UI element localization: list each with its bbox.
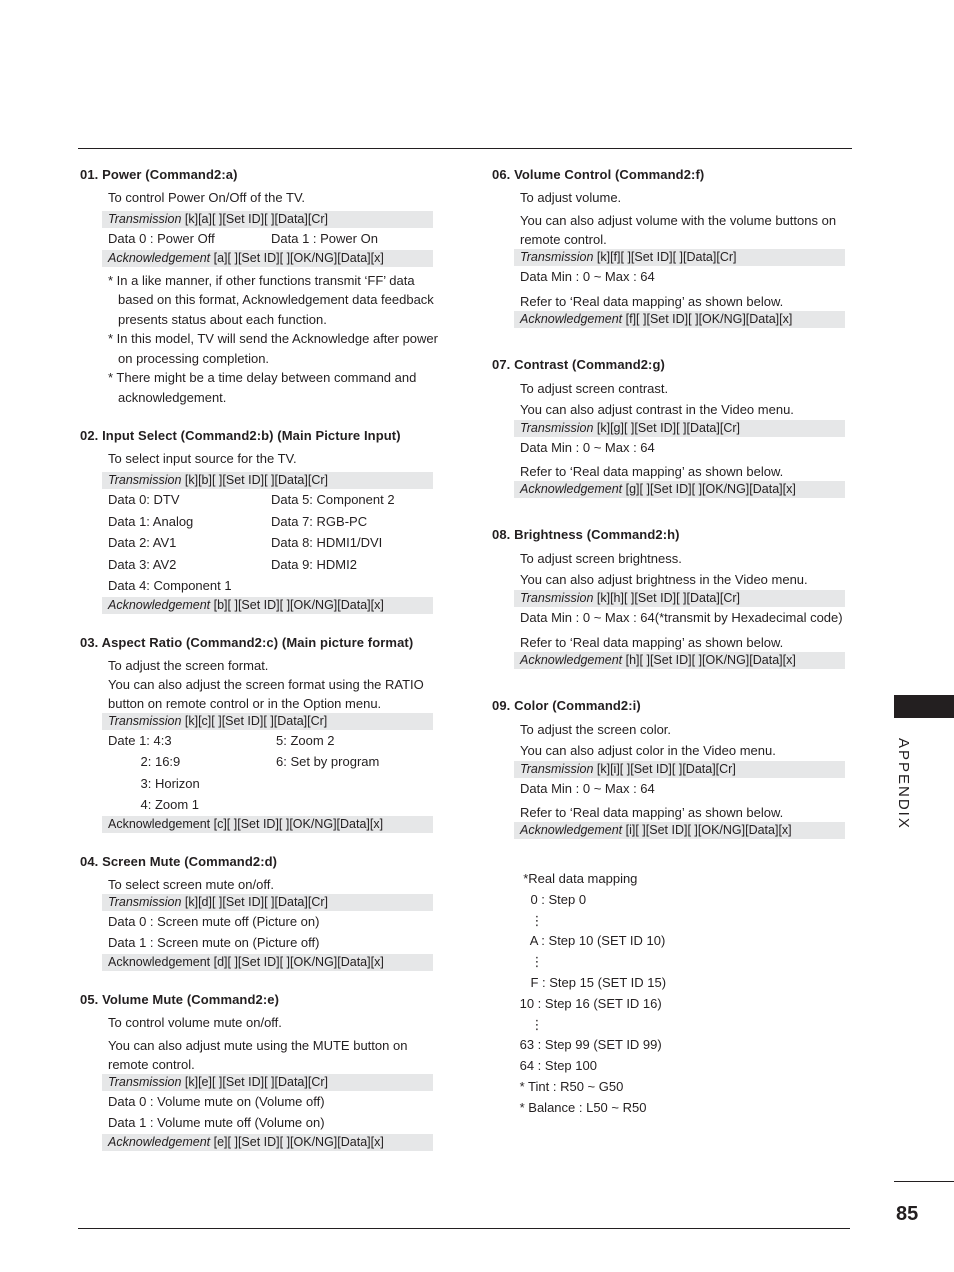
section-01-transmission: Transmission [k][a][ ][Set ID][ ][Data][Cr] [102,211,433,228]
section-05-acknowledgement: Acknowledgement [e][ ][Set ID][ ][OK/NG][Data][x] [102,1134,433,1151]
section-05-transmission: Transmission [k][e][ ][Set ID][ ][Data][Cr] [102,1074,433,1091]
section-01-acknowledgement: Acknowledgement [a][ ][Set ID][ ][OK/NG][Data][x] [102,250,433,267]
section-06-range: Data Min : 0 ~ Max : 64 [520,269,655,284]
appendix-label: APPENDIX [895,738,912,830]
section-03-desc: To adjust the screen format. [108,657,269,673]
section-06-desc-2: You can also adjust volume with the volume buttons on remote control. [520,213,837,247]
section-07-desc-2: You can also adjust contrast in the Video menu. [520,401,794,417]
section-05-desc: To control volume mute on/off. [108,1014,282,1030]
section-03-data-row: 3: Horizon [108,775,200,791]
section-09-transmission: Transmission [k][i][ ][Set ID][ ][Data][Cr] [514,761,845,778]
section-04-transmission: Transmission [k][d][ ][Set ID][ ][Data][Cr] [102,894,433,911]
section-02-acknowledgement: Acknowledgement [b][ ][Set ID][ ][OK/NG][Data][x] [102,597,433,614]
section-01-heading: 01. Power (Command2:a) [80,167,238,182]
bottom-rule [78,1228,850,1229]
mapping-line: F : Step 15 (SET ID 15) [516,974,667,990]
section-07-transmission: Transmission [k][g][ ][Set ID][ ][Data][Cr] [514,420,845,437]
section-02-desc: To select input source for the TV. [108,451,297,466]
mapping-line: ⋮ [516,954,544,970]
section-01-note-2: * In this model, TV will send the Acknowledge after power on processing completion. [108,331,438,366]
real-data-mapping [516,869,854,1119]
page-number: 85 [896,1203,919,1225]
section-03-transmission: Transmission [k][c][ ][Set ID][ ][Data][Cr] [102,713,433,730]
section-06-acknowledgement: Acknowledgement [f][ ][Set ID][ ][OK/NG][Data][x] [514,311,845,328]
section-06-transmission: Transmission [k][f][ ][Set ID][ ][Data][Cr] [514,249,845,266]
section-08-transmission: Transmission [k][h][ ][Set ID][ ][Data][Cr] [514,590,845,607]
section-02-data-row: Data 2: AV1 Data 8: HDMI1/DVI [108,535,383,550]
mapping-line: 63 : Step 99 (SET ID 99) [516,1037,662,1053]
section-02-transmission: Transmission [k][b][ ][Set ID][ ][Data][Cr] [102,472,433,489]
section-04-acknowledgement: Acknowledgement [d][ ][Set ID][ ][OK/NG][Data][x] [102,954,433,971]
section-03-heading: 03. Aspect Ratio (Command2:c) (Main picture format) [80,634,414,650]
section-02-data-row: Data 1: Analog Data 7: RGB-PC [108,513,368,529]
section-06-refer: Refer to ‘Real data mapping’ as shown below. [520,293,784,309]
section-09-desc-2: You can also adjust color in the Video menu. [520,742,776,758]
section-09-range: Data Min : 0 ~ Max : 64 [520,780,655,796]
section-04-desc: To select screen mute on/off. [108,876,274,892]
section-02-data-row: Data 3: AV2 Data 9: HDMI2 [108,556,357,572]
mapping-line: * Balance : L50 ~ R50 [516,1099,647,1115]
section-07-refer: Refer to ‘Real data mapping’ as shown below. [520,464,784,479]
right-column [492,166,854,1119]
left-column [80,166,440,1151]
section-07-heading: 07. Contrast (Command2:g) [492,356,665,372]
mapping-line: ⋮ [516,912,544,928]
section-05-heading: 05. Volume Mute (Command2:e) [80,991,280,1007]
section-02-data-row: Data 0: DTV Data 5: Component 2 [108,492,395,507]
section-08-acknowledgement: Acknowledgement [h][ ][Set ID][ ][OK/NG][Data][x] [514,652,845,669]
mapping-line: *Real data mapping [516,871,638,886]
section-01-desc: To control Power On/Off of the TV. [108,190,306,205]
top-rule [78,148,852,149]
section-04-heading: 04. Screen Mute (Command2:d) [80,853,278,869]
section-09-refer: Refer to ‘Real data mapping’ as shown below. [520,805,784,820]
mapping-line: * Tint : R50 ~ G50 [516,1078,624,1094]
section-05-data-1: Data 1 : Volume mute off (Volume on) [108,1115,325,1130]
section-08-desc-2: You can also adjust brightness in the Video menu. [520,572,808,587]
section-02-data-row: Data 4: Component 1 [108,578,232,593]
section-03-data-row: 2: 16:9 6: Set by program [108,754,380,769]
mapping-line: 64 : Step 100 [516,1058,597,1074]
section-08-range: Data Min : 0 ~ Max : 64(*transmit by Hexadecimal code) [520,610,843,625]
mapping-line: 0 : Step 0 [516,891,587,907]
section-01-note-3: * There might be a time delay between command and acknowledgement. [108,370,417,405]
section-06-heading: 06. Volume Control (Command2:f) [492,167,705,182]
section-03-data-row: 4: Zoom 1 [108,797,200,812]
section-06-desc: To adjust volume. [520,190,622,205]
section-08-desc: To adjust screen brightness. [520,551,682,566]
section-05-data-0: Data 0 : Volume mute on (Volume off) [108,1093,325,1109]
section-09-acknowledgement: Acknowledgement [i][ ][Set ID][ ][OK/NG][Data][x] [514,822,845,839]
section-07-range: Data Min : 0 ~ Max : 64 [520,439,655,455]
section-08-refer: Refer to ‘Real data mapping’ as shown below. [520,634,784,650]
section-07-acknowledgement: Acknowledgement [g][ ][Set ID][ ][OK/NG][Data][x] [514,481,845,498]
section-01-note-1: * In a like manner, if other functions transmit ‘FF’ data based on this format, Acknowledgement data feedback presents status about each function. [108,272,434,327]
section-09-desc: To adjust the screen color. [520,721,672,737]
section-07-desc: To adjust screen contrast. [520,380,669,396]
section-04-data-0: Data 0 : Screen mute off (Picture on) [108,913,320,929]
mapping-line: A : Step 10 (SET ID 10) [516,933,666,949]
appendix-tab [894,695,954,718]
mapping-line: 10 : Step 16 (SET ID 16) [516,995,662,1011]
section-02-heading: 02. Input Select (Command2:b) (Main Picture Input) [80,428,401,443]
section-09-heading: 09. Color (Command2:i) [492,697,641,713]
section-08-heading: 08. Brightness (Command2:h) [492,527,680,542]
section-04-data-1: Data 1 : Screen mute on (Picture off) [108,935,320,950]
section-05-desc-2: You can also adjust mute using the MUTE button on remote control. [108,1037,408,1072]
section-01-data-row: Data 0 : Power Off Data 1 : Power On [108,231,378,246]
section-03-desc-2: You can also adjust the screen format using the RATIO button on remote control or in the Option menu. [108,676,424,711]
mapping-line: ⋮ [516,1016,544,1032]
page-number-rule [894,1181,954,1182]
section-03-acknowledgement: Acknowledgement [c][ ][Set ID][ ][OK/NG][Data][x] [102,816,433,833]
section-03-data-row: Date 1: 4:3 5: Zoom 2 [108,732,335,748]
